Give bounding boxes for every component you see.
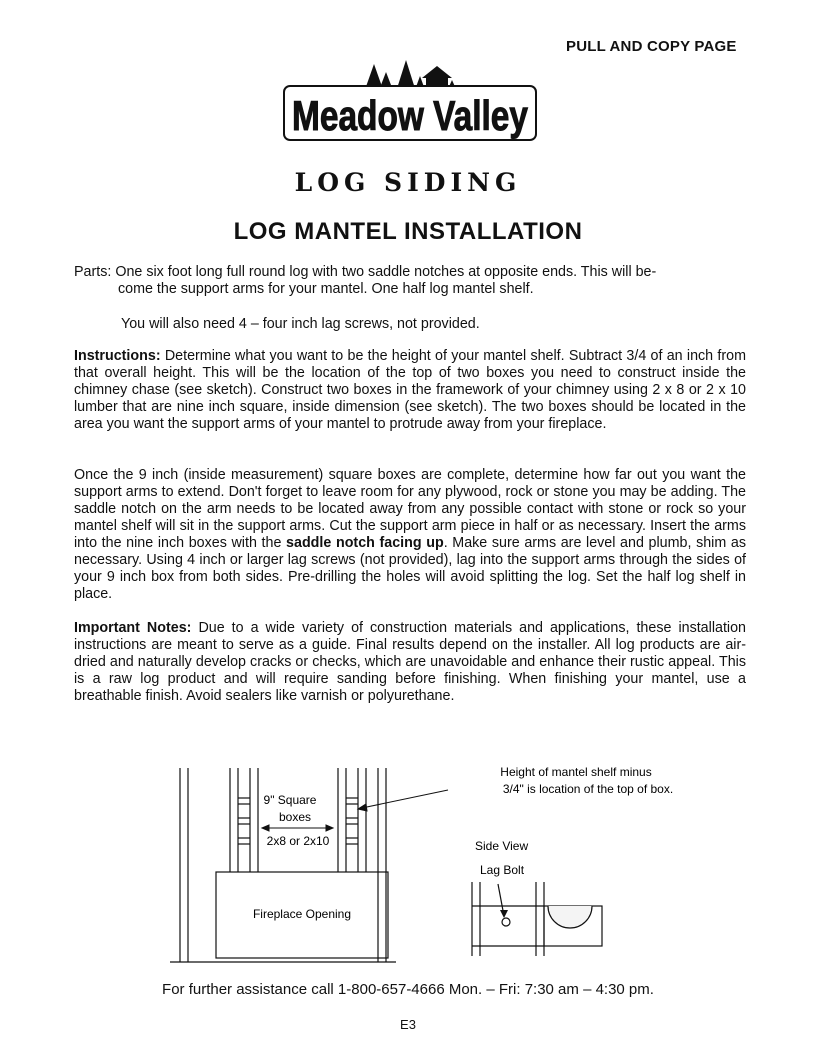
important-notes-text: Due to a wide variety of construction materials and applications, these installation instructions are meant to serve as a guide. Final results depend on the installer. All log products are air-dried and naturally develop cracks or checks, which are unavoidable and enhance their rustic appeal. This is a raw log product and will require sanding before finishing. When finishing your mantel, use a breathable finish. Avoid sealers like varnish or polyurethane. bbox=[74, 620, 746, 704]
saddle-notch-emphasis: saddle notch facing up bbox=[286, 535, 444, 551]
dimension-arrow-icon bbox=[262, 825, 333, 831]
meadow-valley-logo bbox=[276, 58, 544, 158]
parts-line-2: come the support arms for your mantel. One half log mantel shelf. bbox=[118, 281, 534, 297]
page-number: E3 bbox=[400, 1017, 416, 1032]
logo-brand-text: Meadow Valley bbox=[292, 92, 529, 139]
important-notes-label: Important Notes: bbox=[74, 620, 192, 636]
parts-extra-note: You will also need 4 – four inch lag screws, not provided. bbox=[121, 316, 480, 332]
parts-line-1: One six foot long full round log with two saddle notches at opposite ends. This will be- bbox=[115, 264, 657, 280]
boxes-label-line3: 2x8 or 2x10 bbox=[266, 834, 330, 848]
chimney-sketch bbox=[150, 760, 710, 970]
instructions-text: Determine what you want to be the height of your mantel shelf. Subtract 3/4 of an inch from that overall height. This will be the location of the top of two boxes you need to construct inside the chimney chase (see sketch). Construct two boxes in the framework of your chimney using 2 x 8 or 2 x 10 lumber that are nine inch square, inside dimension (see sketch). The two boxes should be located in the area you want the support arms of your mantel to protrude away from your fireplace. bbox=[74, 348, 746, 432]
assistance-footer: For further assistance call 1-800-657-4666 Mon. – Fri: 7:30 am – 4:30 pm. bbox=[162, 981, 654, 998]
page-title: LOG MANTEL INSTALLATION bbox=[233, 218, 583, 245]
height-note-line2: 3/4" is location of the top of box. bbox=[502, 782, 674, 796]
height-pointer-arrow-icon bbox=[358, 790, 448, 811]
height-note-line1: Height of mantel shelf minus bbox=[500, 765, 652, 779]
side-view-label: Side View bbox=[475, 839, 529, 853]
fireplace-opening-label: Fireplace Opening bbox=[252, 907, 352, 921]
parts-label: Parts: bbox=[74, 264, 112, 280]
boxes-label-line2: boxes bbox=[278, 810, 312, 824]
instructions-paragraph bbox=[74, 348, 746, 433]
box-install-text-b: . Make sure arms are level and plumb, shim as necessary. Using 4 inch or larger lag screws (not provided), lag into the support arms through the sides of your 9 inch box from both sides. Pre-drilling the holes will avoid splitting the log. Set the half log shelf in place. bbox=[74, 535, 746, 602]
box-install-paragraph bbox=[74, 467, 746, 603]
side-view-sketch bbox=[472, 882, 602, 956]
instructions-label: Instructions: bbox=[74, 348, 161, 364]
lag-bolt-arrow-icon bbox=[500, 910, 508, 918]
important-notes-paragraph bbox=[74, 620, 746, 705]
pull-and-copy-label: PULL AND COPY PAGE bbox=[566, 38, 737, 55]
log-siding-subtitle: LOG SIDING bbox=[294, 168, 522, 197]
boxes-label-line1: 9" Square bbox=[263, 793, 317, 807]
box-install-text-a: Once the 9 inch (inside measurement) square boxes are complete, determine how far out you want the support arms to extend. Don't forget to leave room for any plywood, rock or stone you may be adding. The saddle notch on the arm needs to be located away from any possible contact with stone or rock so your mantel shelf will sit in the support arms. Cut the support arm piece in half or as necessary. Insert the arms into the nine inch boxes with the bbox=[74, 467, 746, 551]
parts-paragraph bbox=[74, 264, 746, 298]
lag-bolt-label: Lag Bolt bbox=[480, 863, 525, 877]
